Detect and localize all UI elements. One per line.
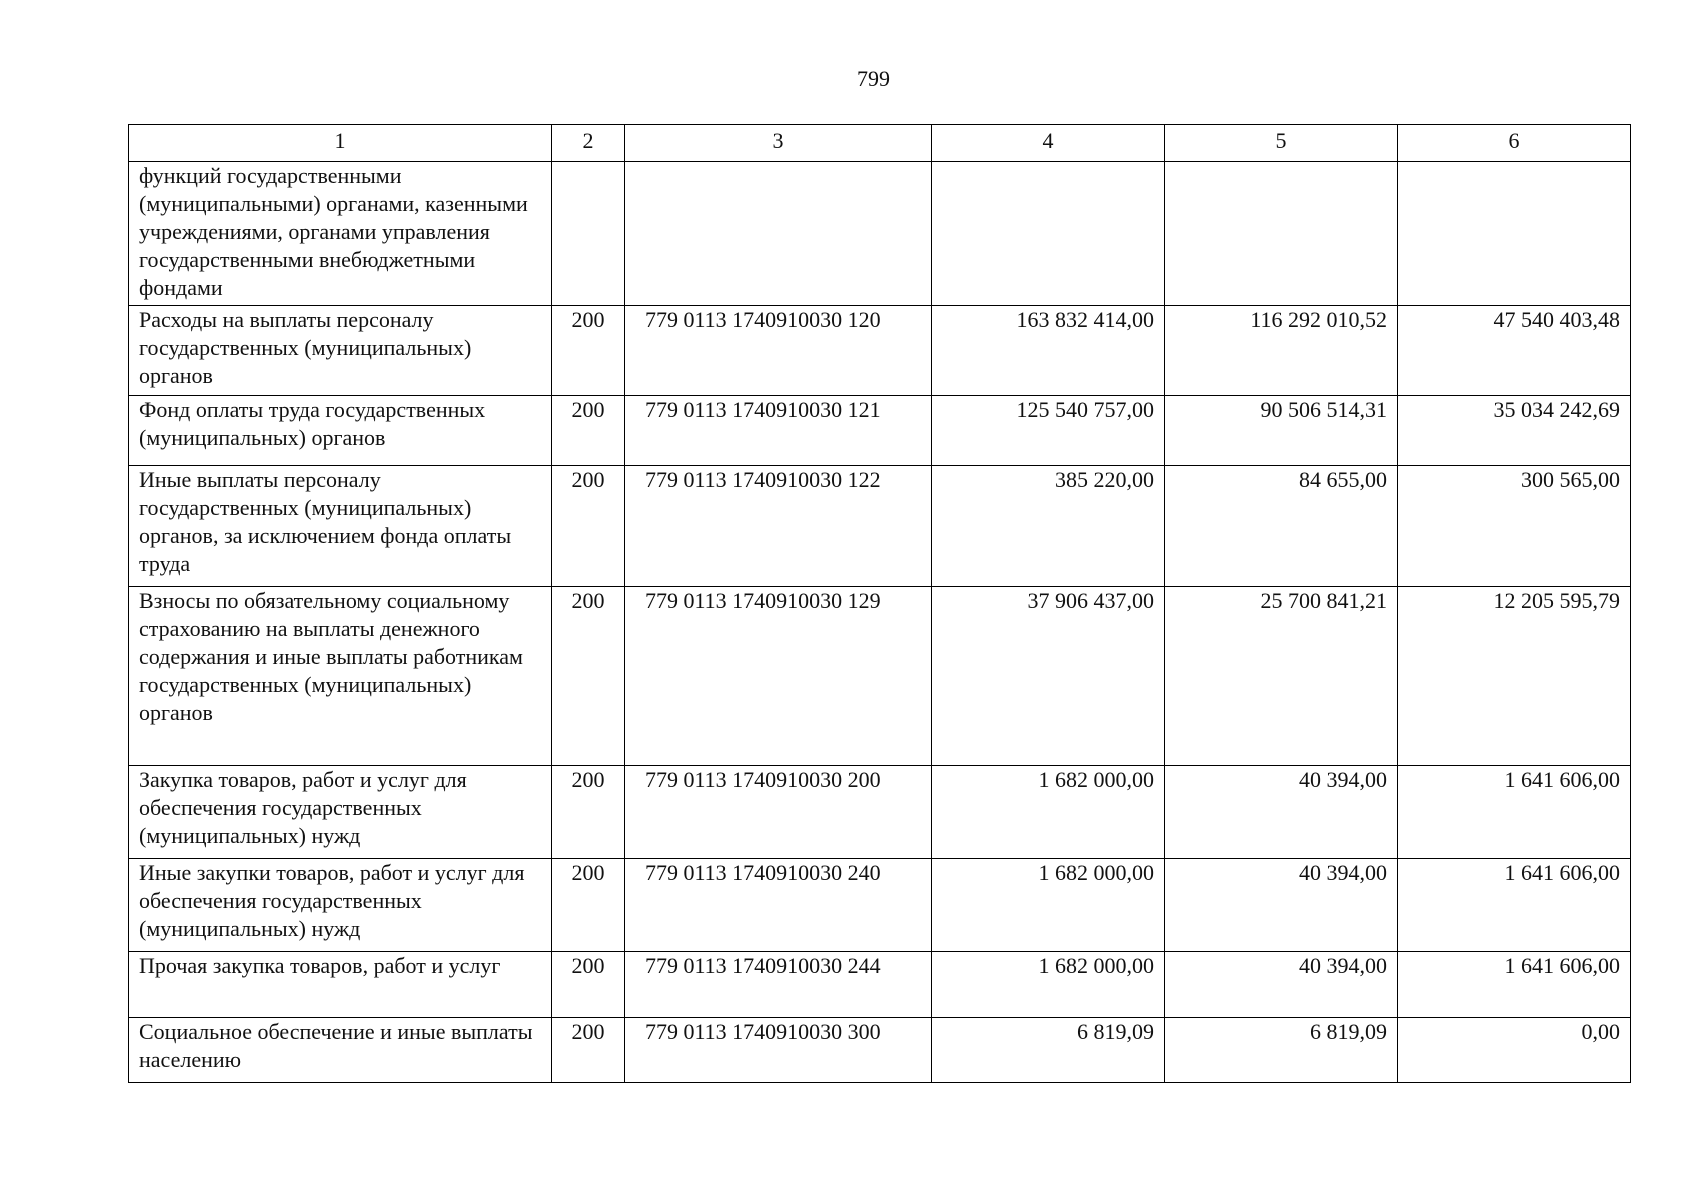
approved-amount-cell: 6 819,09 (932, 1018, 1165, 1083)
line-code-cell: 200 (552, 952, 625, 1018)
expense-name-cell: функций государственными (муниципальными) органами, казенными учреждениями, органами управления государственными внебюджетными фондами (129, 162, 552, 306)
executed-amount-cell (1165, 162, 1398, 306)
classification-code-cell: 779 0113 1740910030 129 (625, 587, 932, 766)
column-header-4: 4 (932, 125, 1165, 162)
approved-amount-cell: 163 832 414,00 (932, 306, 1165, 396)
classification-code-cell: 779 0113 1740910030 300 (625, 1018, 932, 1083)
header-row (129, 125, 1631, 162)
unexecuted-amount-cell: 12 205 595,79 (1398, 587, 1631, 766)
classification-code-cell: 779 0113 1740910030 244 (625, 952, 932, 1018)
unexecuted-amount-cell: 300 565,00 (1398, 466, 1631, 587)
column-header-6: 6 (1398, 125, 1631, 162)
executed-amount-cell: 40 394,00 (1165, 859, 1398, 952)
table-row (129, 766, 1631, 859)
table-row (129, 306, 1631, 396)
approved-amount-cell: 1 682 000,00 (932, 952, 1165, 1018)
executed-amount-cell: 40 394,00 (1165, 766, 1398, 859)
table-row (129, 1018, 1631, 1083)
line-code-cell: 200 (552, 396, 625, 466)
table-row (129, 952, 1631, 1018)
approved-amount-cell: 385 220,00 (932, 466, 1165, 587)
executed-amount-cell: 40 394,00 (1165, 952, 1398, 1018)
unexecuted-amount-cell: 47 540 403,48 (1398, 306, 1631, 396)
executed-amount-cell: 90 506 514,31 (1165, 396, 1398, 466)
expense-name-cell: Взносы по обязательному социальному страхованию на выплаты денежного содержания и иные выплаты работникам государственных (муниципальных) органов (129, 587, 552, 766)
table-row (129, 396, 1631, 466)
expense-name-cell: Иные выплаты персоналу государственных (муниципальных) органов, за исключением фонда оплаты труда (129, 466, 552, 587)
line-code-cell: 200 (552, 306, 625, 396)
unexecuted-amount-cell: 0,00 (1398, 1018, 1631, 1083)
table-row (129, 466, 1631, 587)
classification-code-cell: 779 0113 1740910030 200 (625, 766, 932, 859)
table-row (129, 162, 1631, 306)
expense-name-cell: Социальное обеспечение и иные выплаты населению (129, 1018, 552, 1083)
line-code-cell: 200 (552, 859, 625, 952)
executed-amount-cell: 25 700 841,21 (1165, 587, 1398, 766)
classification-code-cell: 779 0113 1740910030 121 (625, 396, 932, 466)
classification-code-cell: 779 0113 1740910030 240 (625, 859, 932, 952)
column-header-2: 2 (552, 125, 625, 162)
executed-amount-cell: 116 292 010,52 (1165, 306, 1398, 396)
approved-amount-cell (932, 162, 1165, 306)
expense-name-cell: Закупка товаров, работ и услуг для обеспечения государственных (муниципальных) нужд (129, 766, 552, 859)
table-row (129, 859, 1631, 952)
line-code-cell: 200 (552, 587, 625, 766)
classification-code-cell: 779 0113 1740910030 122 (625, 466, 932, 587)
line-code-cell (552, 162, 625, 306)
page-number: 799 (857, 66, 890, 91)
unexecuted-amount-cell (1398, 162, 1631, 306)
column-header-5: 5 (1165, 125, 1398, 162)
expense-name-cell: Фонд оплаты труда государственных (муниципальных) органов (129, 396, 552, 466)
line-code-cell: 200 (552, 466, 625, 587)
expense-name-cell: Иные закупки товаров, работ и услуг для обеспечения государственных (муниципальных) нужд (129, 859, 552, 952)
unexecuted-amount-cell: 1 641 606,00 (1398, 859, 1631, 952)
column-header-3: 3 (625, 125, 932, 162)
line-code-cell: 200 (552, 766, 625, 859)
executed-amount-cell: 84 655,00 (1165, 466, 1398, 587)
approved-amount-cell: 125 540 757,00 (932, 396, 1165, 466)
budget-execution-table (128, 124, 1631, 1083)
unexecuted-amount-cell: 1 641 606,00 (1398, 952, 1631, 1018)
unexecuted-amount-cell: 1 641 606,00 (1398, 766, 1631, 859)
approved-amount-cell: 37 906 437,00 (932, 587, 1165, 766)
table-row (129, 587, 1631, 766)
classification-code-cell (625, 162, 932, 306)
classification-code-cell: 779 0113 1740910030 120 (625, 306, 932, 396)
approved-amount-cell: 1 682 000,00 (932, 766, 1165, 859)
expense-name-cell: Прочая закупка товаров, работ и услуг (129, 952, 552, 1018)
executed-amount-cell: 6 819,09 (1165, 1018, 1398, 1083)
column-header-1: 1 (129, 125, 552, 162)
line-code-cell: 200 (552, 1018, 625, 1083)
unexecuted-amount-cell: 35 034 242,69 (1398, 396, 1631, 466)
approved-amount-cell: 1 682 000,00 (932, 859, 1165, 952)
expense-name-cell: Расходы на выплаты персоналу государственных (муниципальных) органов (129, 306, 552, 396)
